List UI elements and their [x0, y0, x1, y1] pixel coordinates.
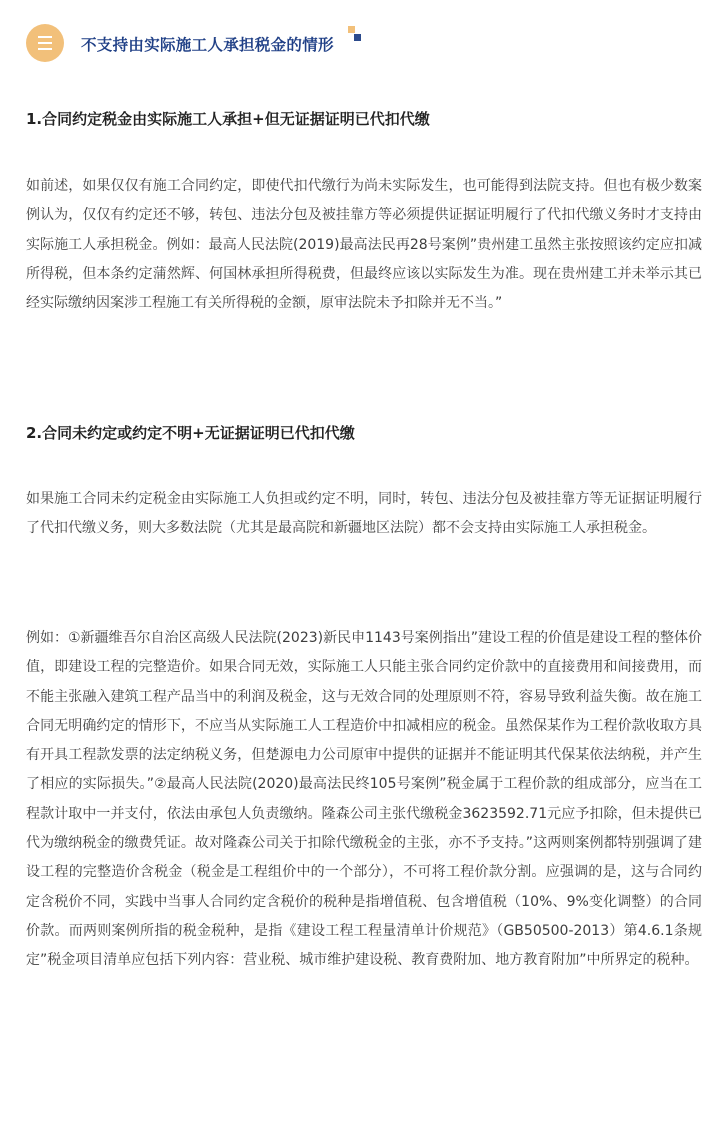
- subheading-1: 1.合同约定税金由实际施工人承担+但无证据证明已代扣代缴: [26, 110, 430, 128]
- section-title: 不支持由实际施工人承担税金的情形: [81, 36, 334, 54]
- paragraph-2: 如果施工合同未约定税金由实际施工人负担或约定不明，同时，转包、违法分包及被挂靠方等无证据证明履行了代扣代缴义务，则大多数法院（尤其是最高院和新疆地区法院）都不会支持由实际施工人承担税金。: [26, 491, 702, 537]
- section-header: [26, 24, 386, 64]
- paragraph-3: 例如：①新疆维吾尔自治区高级人民法院(2023)新民申1143号案例指出”建设工程的价值是建设工程的整体价值，即建设工程的完整造价。如果合同无效，实际施工人只能主张合同约定价款中的直接费用和间接费用，而不能主张融入建筑工程产品当中的利润及税金，这与无效合同的处理原则不符，容易导致利益失衡。故在施工合同无明确约定的情形下，不应当从实际施工人工程造价中扣减相应的税金。虽然保某作为工程价款收取方具有开具工程款发票的法定纳税义务，但楚源电力公司原审中提供的证据并不能证明其代保某依法纳税，并产生了相应的实际损失。”②最高人民法院(2020)最高法民终105号案例”税金属于工程价款的组成部分，应当在工程款计取中一并支付，依法由承包人负责缴纳。隆森公司主张代缴税金3623592.71元应予扣除，但未提供已代为缴纳税金的缴费凭证。故对隆森公司关于扣除代缴税金的主张，亦不予支持。”这两则案例都特别强调了建设工程的完整造价含税金（税金是工程组价中的一个部分），不可将工程价款分割。应强调的是，这与合同约定含税价不同，实践中当事人合同约定含税价的税种是指增值税、包含增值税（10%、9%变化调整）的合同价款。而两则案例所指的税金税种，是指《建设工程工程量清单计价规范》（GB50500-2013）第4.6.1条规定”税金项目清单应包括下列内容：营业税、城市维护建设税、教育费附加、地方教育附加”中所界定的税种。: [26, 630, 702, 969]
- menu-icon: [26, 24, 64, 62]
- subheading-2: 2.合同未约定或约定不明+无证据证明已代扣代缴: [26, 424, 355, 442]
- decor-square-icon: [354, 34, 361, 41]
- decor-square-icon: [348, 26, 355, 33]
- paragraph-1: 如前述，如果仅仅有施工合同约定，即使代扣代缴行为尚未实际发生，也可能得到法院支持。但也有极少数案例认为，仅仅有约定还不够，转包、违法分包及被挂靠方等必须提供证据证明履行了代扣代缴义务时才支持由实际施工人承担税金。例如：最高人民法院(2019)最高法民再28号案例”贵州建工虽然主张按照该约定应扣减所得税，但本条约定蒲然辉、何国林承担所得税费，但最终应该以实际发生为准。现在贵州建工并未举示其已经实际缴纳因案涉工程施工有关所得税的金额，原审法院未予扣除并无不当。”: [26, 178, 702, 312]
